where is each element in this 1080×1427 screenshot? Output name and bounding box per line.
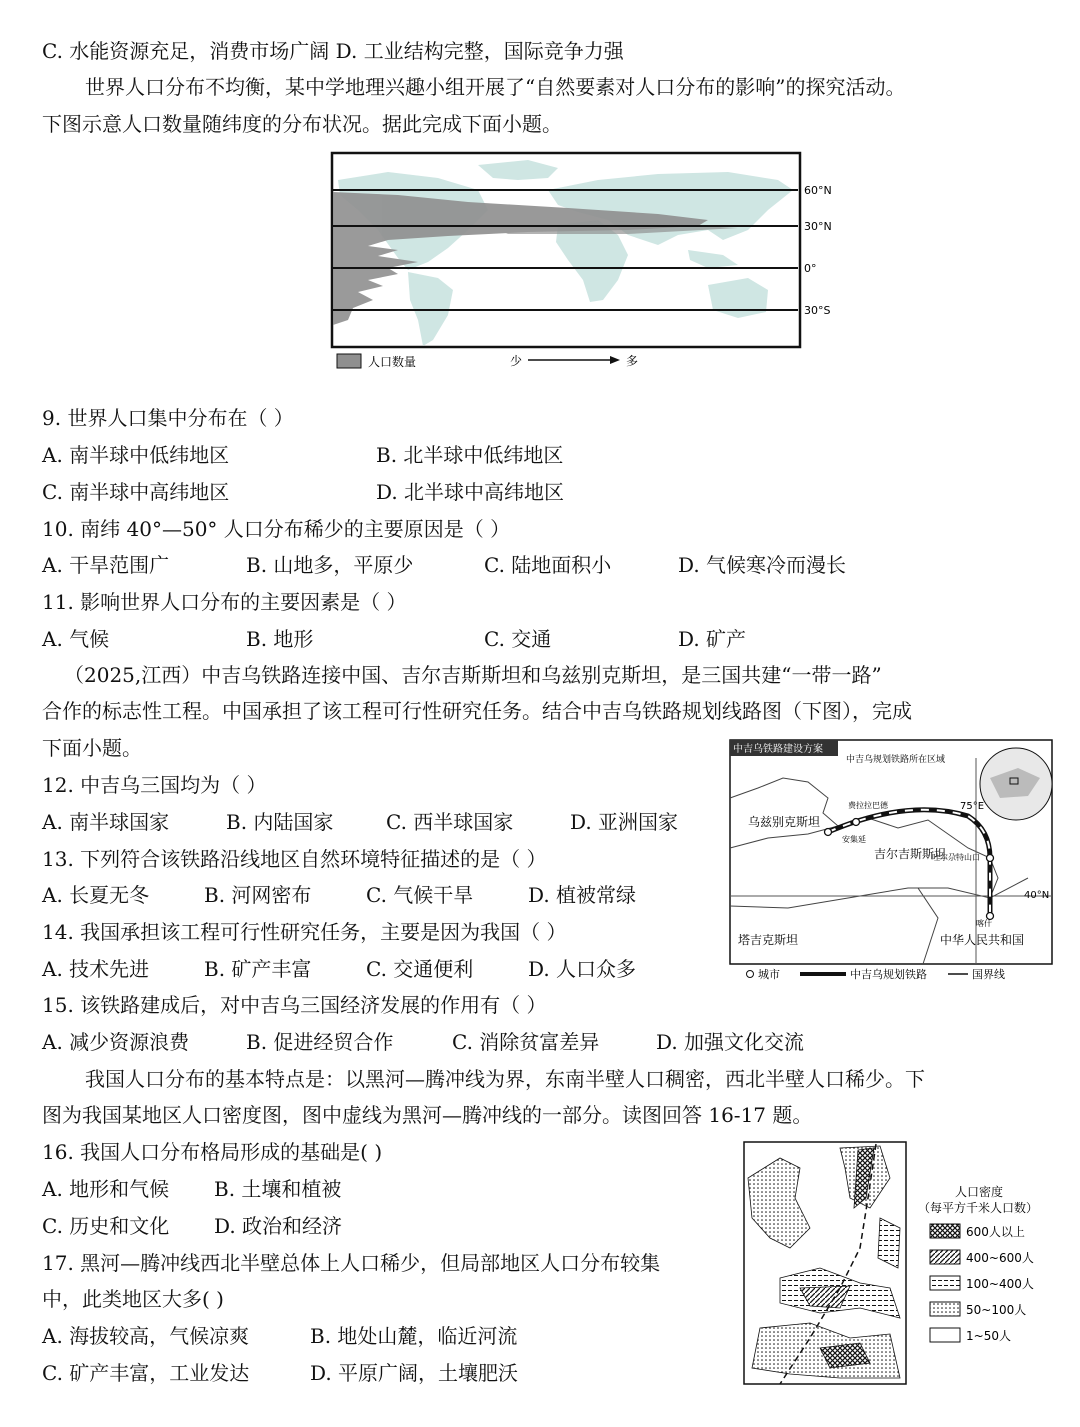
passage-line: 下面小题。 [42, 736, 142, 760]
option-9b: B. 北半球中低纬地区 [376, 443, 564, 467]
option-17d: D. 平原广阔，土壤肥沃 [310, 1361, 519, 1385]
city-label-2: 安集延 [842, 835, 866, 844]
option-16d: D. 政治和经济 [214, 1214, 343, 1238]
legend-k3: 100~400人 [966, 1277, 1034, 1291]
question-17-cont: 中，此类地区大多( ) [42, 1287, 224, 1311]
question-12: 12. 中吉乌三国均为（ ） [42, 773, 267, 797]
option-14c: C. 交通便利 [366, 957, 474, 981]
question-15: 15. 该铁路建成后，对中吉乌三国经济发展的作用有（ ） [42, 993, 547, 1017]
country-tajikistan: 塔吉克斯坦 [738, 933, 799, 947]
text-line: C. 水能资源充足，消费市场广阔 D. 工业结构完整，国际竞争力强 [42, 39, 624, 63]
option-11a: A. 气候 [42, 627, 110, 651]
text-line: 世界人口分布不均衡，某中学地理兴趣小组开展了“自然要素对人口分布的影响”的探究活动。 [85, 75, 906, 99]
city-label-1: 费拉拉巴德 [848, 801, 888, 810]
option-12d: D. 亚洲国家 [570, 810, 679, 834]
option-16c: C. 历史和文化 [42, 1214, 170, 1238]
legend-swatch [337, 354, 361, 368]
city-andijan [825, 829, 832, 836]
country-uzbekistan: 乌兹别克斯坦 [748, 815, 821, 829]
option-13b: B. 河网密布 [204, 883, 312, 907]
option-10c: C. 陆地面积小 [484, 553, 612, 577]
option-17b: B. 地处山麓，临近河流 [310, 1324, 518, 1348]
city-torugart [987, 855, 994, 862]
passage-line: 合作的标志性工程。中国承担了该工程可行性研究任务。结合中吉乌铁路规划线路图（下图），完成 [42, 699, 912, 723]
question-10: 10. 南纬 40°—50° 人口分布稀少的主要原因是（ ） [42, 517, 511, 541]
option-14d: D. 人口众多 [528, 957, 637, 981]
question-17: 17. 黑河—腾冲线西北半壁总体上人口稀少，但局部地区人口分布较集 [42, 1251, 661, 1275]
text-line: 下图示意人口数量随纬度的分布状况。据此完成下面小题。 [42, 112, 562, 136]
option-12a: A. 南半球国家 [42, 810, 170, 834]
option-13c: C. 气候干旱 [366, 883, 474, 907]
legend-border: 国界线 [972, 968, 1005, 981]
question-14: 14. 我国承担该工程可行性研究任务，主要是因为我国（ ） [42, 920, 567, 944]
railway-route-map [728, 738, 1056, 986]
option-12b: B. 内陆国家 [226, 810, 334, 834]
option-13a: A. 长夏无冬 [42, 883, 150, 907]
map-title: 中吉乌铁路建设方案 [733, 744, 823, 755]
legend-k1: 600人以上 [966, 1225, 1025, 1239]
option-9c: C. 南半球中高纬地区 [42, 480, 230, 504]
option-15d: D. 加强文化交流 [656, 1030, 805, 1054]
option-11b: B. 地形 [246, 627, 314, 651]
option-16a: A. 地形和气候 [42, 1177, 170, 1201]
lat-30s-label: 30°S [804, 304, 831, 317]
passage-line: 图为我国某地区人口密度图，图中虚线为黑河—腾冲线的一部分。读图回答 16-17 题。 [42, 1103, 813, 1127]
option-14b: B. 矿产丰富 [204, 957, 312, 981]
city-ferghana [853, 819, 860, 826]
option-12c: C. 西半球国家 [386, 810, 514, 834]
legend-k2: 400~600人 [966, 1251, 1034, 1265]
option-9a: A. 南半球中低纬地区 [42, 443, 230, 467]
question-11: 11. 影响世界人口分布的主要因素是（ ） [42, 590, 407, 614]
equator-label: 0° [804, 262, 817, 275]
question-9: 9. 世界人口集中分布在（ ） [42, 406, 294, 430]
world-population-latitude-map [328, 150, 848, 378]
passage-line: 我国人口分布的基本特点是：以黑河—腾冲线为界，东南半壁人口稠密，西北半壁人口稀少。下 [85, 1067, 925, 1091]
question-16: 16. 我国人口分布格局形成的基础是( ) [42, 1140, 383, 1164]
option-16b: B. 土壤和植被 [214, 1177, 342, 1201]
legend-subtitle: （每平方千米人口数） [918, 1201, 1039, 1215]
option-14a: A. 技术先进 [42, 957, 150, 981]
option-11d: D. 矿产 [678, 627, 747, 651]
legend-k4: 50~100人 [966, 1303, 1027, 1317]
option-15c: C. 消除贫富差异 [452, 1030, 600, 1054]
legend-k5: 1~50人 [966, 1329, 1011, 1343]
legend-label: 人口数量 [368, 355, 417, 369]
option-10b: B. 山地多，平原少 [246, 553, 414, 577]
city-label-3: 吐尔尕特山口 [932, 853, 980, 862]
option-15a: A. 减少资源浪费 [42, 1030, 190, 1054]
lat-label: 40°N [1024, 890, 1050, 901]
legend-city: 城市 [758, 968, 780, 981]
option-15b: B. 促进经贸合作 [246, 1030, 394, 1054]
lat-30n-label: 30°N [804, 220, 832, 233]
option-10a: A. 干旱范围广 [42, 553, 170, 577]
option-13d: D. 植被常绿 [528, 883, 637, 907]
question-13: 13. 下列符合该铁路沿线地区自然环境特征描述的是（ ） [42, 847, 547, 871]
legend-many: 多 [626, 354, 639, 368]
option-10d: D. 气候寒冷而漫长 [678, 553, 847, 577]
passage-line: （2025,江西）中吉乌铁路连接中国、吉尔吉斯斯坦和乌兹别克斯坦，是三国共建“一带一路” [64, 663, 882, 687]
option-9d: D. 北半球中高纬地区 [376, 480, 565, 504]
inset-label: 中吉乌规划铁路所在区域 [846, 755, 946, 765]
country-china: 中华人民共和国 [940, 933, 1025, 947]
legend-few: 少 [510, 354, 523, 368]
option-11c: C. 交通 [484, 627, 552, 651]
lon-label: 75°E [960, 801, 985, 812]
option-17c: C. 矿产丰富，工业发达 [42, 1361, 250, 1385]
city-label-4: 喀什 [976, 919, 992, 928]
legend-railway: 中吉乌规划铁路 [850, 968, 927, 981]
legend-title: 人口密度 [955, 1185, 1004, 1199]
population-density-map [740, 1138, 1060, 1388]
lat-60n-label: 60°N [804, 184, 832, 197]
country-kyrgyzstan: 吉尔吉斯斯坦 [874, 847, 947, 861]
option-17a: A. 海拔较高，气候凉爽 [42, 1324, 250, 1348]
